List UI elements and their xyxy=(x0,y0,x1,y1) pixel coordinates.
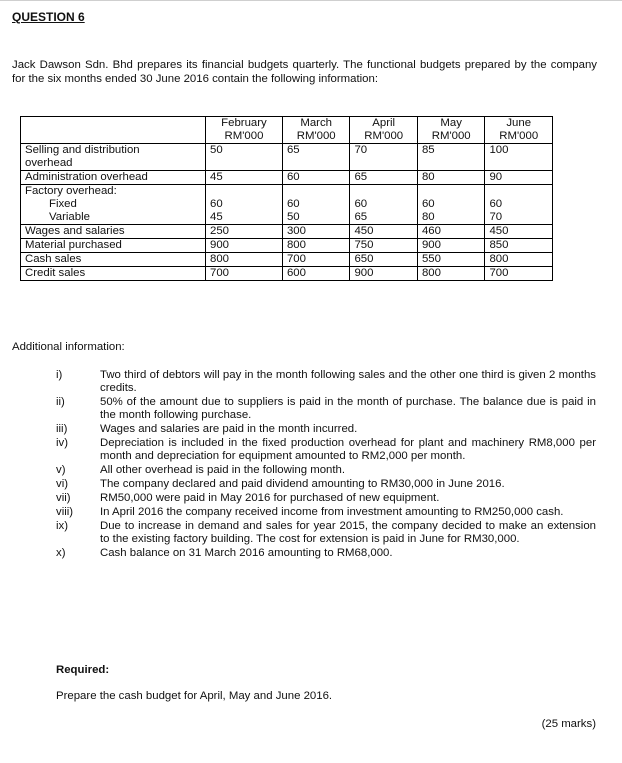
item-number: ix) xyxy=(56,520,69,532)
cell-value: 60 50 xyxy=(282,185,350,225)
cell-value: 700 xyxy=(485,267,553,281)
item-number: ii) xyxy=(56,396,65,408)
page-top-border xyxy=(0,0,622,1)
item-text: Cash balance on 31 March 2016 amounting to RM68,000. xyxy=(100,547,393,559)
fixed-label: Fixed xyxy=(49,198,77,210)
cell-value: 65 xyxy=(282,144,350,171)
item-text: All other overhead is paid in the following month. xyxy=(100,464,346,476)
item-number: v) xyxy=(56,464,66,476)
row-label: Selling and distribution overhead xyxy=(21,144,206,171)
cell-value: 450 xyxy=(350,225,418,239)
cell-value: 650 xyxy=(350,253,418,267)
cell-value: 450 xyxy=(485,225,553,239)
cell-value: 60 80 xyxy=(417,185,485,225)
cell-value: 900 xyxy=(350,267,418,281)
table-row-selling xyxy=(21,144,553,171)
cell-value: 70 xyxy=(350,144,418,171)
cell-value: 85 xyxy=(417,144,485,171)
row-label: Cash sales xyxy=(21,253,206,267)
item-text: Due to increase in demand and sales for year 2015, the company decided to make an extension to the existing factory building. The cost for extension is paid in June for RM30,000. xyxy=(100,520,596,545)
list-item xyxy=(56,464,596,477)
table-row-credit-sales xyxy=(21,267,553,281)
required-text: Prepare the cash budget for April, May and June 2016. xyxy=(56,690,333,702)
cell-value: 60 65 xyxy=(350,185,418,225)
item-number: iv) xyxy=(56,437,69,449)
cell-value: 800 xyxy=(282,239,350,253)
cell-value: 65 xyxy=(350,171,418,185)
item-text: The company declared and paid dividend amounting to RM30,000 in June 2016. xyxy=(100,478,505,490)
item-text: 50% of the amount due to suppliers is paid in the month of purchase. The balance due is paid in the month following purchase. xyxy=(100,396,596,421)
table-row-wages xyxy=(21,225,553,239)
table-row-factory xyxy=(21,185,553,225)
item-number: iii) xyxy=(56,423,68,435)
cell-value: 900 xyxy=(417,239,485,253)
item-text: Depreciation is included in the fixed production overhead for plant and machinery RM8,000 per month and depreciation for equipment amounted to RM2,000 per month. xyxy=(100,437,596,462)
cell-value: 460 xyxy=(417,225,485,239)
cell-value: 60 45 xyxy=(206,185,283,225)
cell-value: 750 xyxy=(350,239,418,253)
table-row-admin xyxy=(21,171,553,185)
budget-table xyxy=(20,116,553,281)
cell-value: 90 xyxy=(485,171,553,185)
list-item xyxy=(56,506,596,519)
row-label: Wages and salaries xyxy=(21,225,206,239)
cell-value: 300 xyxy=(282,225,350,239)
cell-value: 600 xyxy=(282,267,350,281)
cell-value: 60 xyxy=(282,171,350,185)
table-header-row xyxy=(21,117,553,144)
cell-value: 800 xyxy=(485,253,553,267)
item-text: In April 2016 the company received income from investment amounting to RM250,000 cash. xyxy=(100,506,564,518)
cell-value: 800 xyxy=(206,253,283,267)
item-text: Two third of debtors will pay in the month following sales and the other one third is given 2 months credits. xyxy=(100,369,596,394)
item-number: vii) xyxy=(56,492,71,504)
cell-value: 60 70 xyxy=(485,185,553,225)
variable-label: Variable xyxy=(49,211,90,223)
table-row-cash-sales xyxy=(21,253,553,267)
cell-value: 45 xyxy=(206,171,283,185)
factory-overhead-label: Factory overhead: xyxy=(25,185,117,197)
item-number: i) xyxy=(56,369,63,381)
cell-value: 850 xyxy=(485,239,553,253)
header-may: May RM'000 xyxy=(417,117,485,144)
list-item xyxy=(56,423,596,436)
required-heading: Required: xyxy=(56,664,110,676)
cell-value: 900 xyxy=(206,239,283,253)
list-item xyxy=(56,547,596,560)
row-label xyxy=(21,185,206,225)
item-number: x) xyxy=(56,547,66,559)
row-label: Administration overhead xyxy=(21,171,206,185)
list-item xyxy=(56,396,596,422)
list-item xyxy=(56,520,596,546)
cell-value: 550 xyxy=(417,253,485,267)
row-label: Credit sales xyxy=(21,267,206,281)
additional-info-list xyxy=(56,369,596,561)
cell-value: 250 xyxy=(206,225,283,239)
list-item xyxy=(56,369,596,395)
item-number: vi) xyxy=(56,478,69,490)
header-blank-cell xyxy=(21,117,206,144)
cell-value: 100 xyxy=(485,144,553,171)
question-heading: QUESTION 6 xyxy=(12,10,85,24)
additional-info-heading: Additional information: xyxy=(12,341,125,353)
row-label: Material purchased xyxy=(21,239,206,253)
table-row-material xyxy=(21,239,553,253)
marks-label: (25 marks) xyxy=(541,718,596,730)
cell-value: 700 xyxy=(282,253,350,267)
header-april: April RM'000 xyxy=(350,117,418,144)
cell-value: 700 xyxy=(206,267,283,281)
cell-value: 800 xyxy=(417,267,485,281)
item-number: viii) xyxy=(56,506,74,518)
header-june: June RM'000 xyxy=(485,117,553,144)
intro-paragraph: Jack Dawson Sdn. Bhd prepares its financial budgets quarterly. The functional budgets prepared by the company for the six months ended 30 June 2016 contain the following information: xyxy=(12,59,597,85)
list-item xyxy=(56,478,596,491)
item-text: RM50,000 were paid in May 2016 for purchased of new equipment. xyxy=(100,492,440,504)
header-february: February RM'000 xyxy=(206,117,283,144)
list-item xyxy=(56,492,596,505)
item-text: Wages and salaries are paid in the month incurred. xyxy=(100,423,358,435)
list-item xyxy=(56,437,596,463)
cell-value: 50 xyxy=(206,144,283,171)
cell-value: 80 xyxy=(417,171,485,185)
header-march: March RM'000 xyxy=(282,117,350,144)
